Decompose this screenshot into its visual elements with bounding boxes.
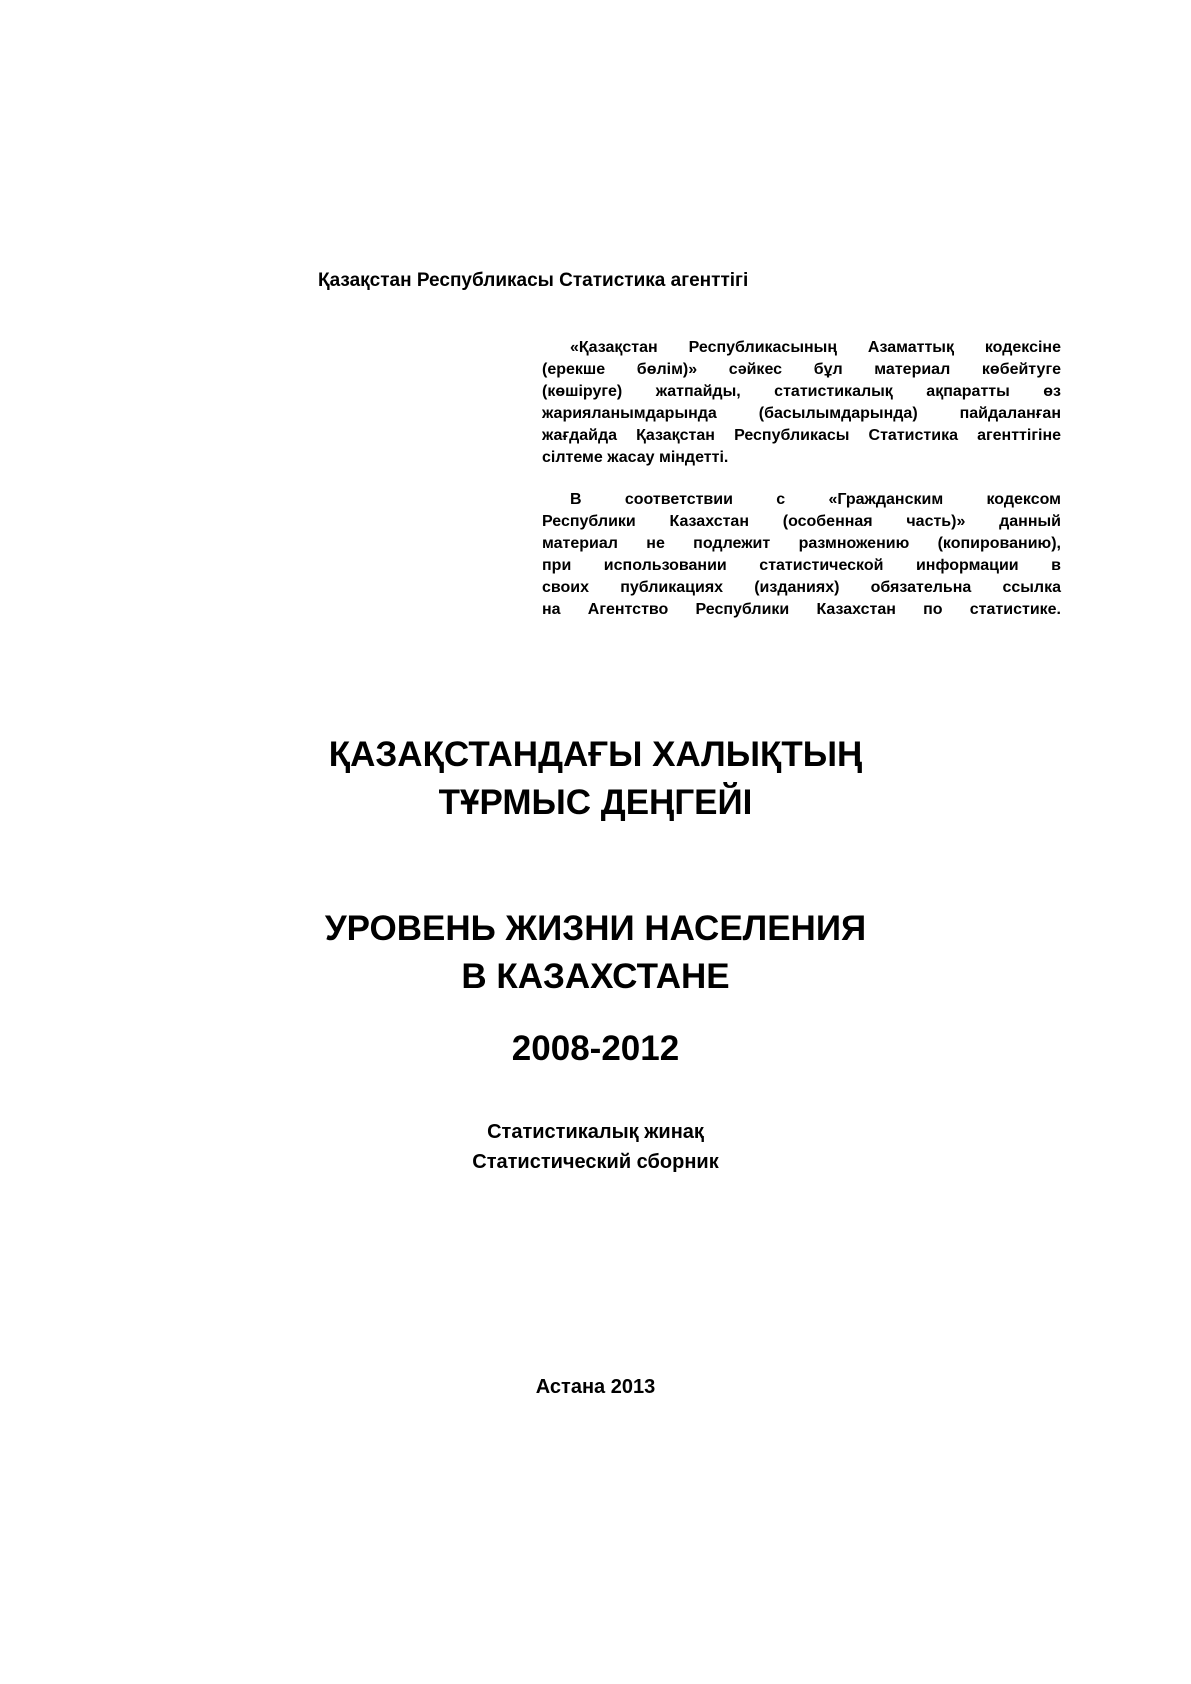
title-russian-line: В КАЗАХСТАНЕ bbox=[461, 957, 730, 996]
title-russian bbox=[0, 905, 1191, 1001]
publication-type-ru: Статистический сборник bbox=[472, 1151, 719, 1173]
title-russian-line: УРОВЕНЬ ЖИЗНИ НАСЕЛЕНИЯ bbox=[324, 909, 867, 948]
publication-type bbox=[0, 1117, 1191, 1177]
notice-kz-line: (көшіруге) жатпайды, статистикалық ақпаратты өз bbox=[542, 383, 1061, 400]
notice-kz-line: «Қазақстан Республикасының Азаматтық кодексіне bbox=[570, 339, 1061, 356]
title-kazakh-line: ТҰРМЫС ДЕҢГЕЙІ bbox=[438, 783, 753, 822]
place-and-year: Астана 2013 bbox=[535, 1376, 656, 1398]
copyright-notice-ru bbox=[542, 489, 1061, 621]
years-range: 2008-2012 bbox=[511, 1029, 680, 1068]
notice-kz-line: жағдайда Қазақстан Республикасы Статистика агенттігіне bbox=[542, 427, 1061, 444]
publication-type-kz: Статистикалық жинақ bbox=[487, 1121, 704, 1143]
notice-ru-line: материал не подлежит размножению (копированию), bbox=[542, 535, 1061, 552]
title-kazakh bbox=[0, 731, 1191, 827]
notice-ru-line: Республики Казахстан (особенная часть)» данный bbox=[542, 513, 1061, 530]
agency-name: Қазақстан Республикасы Статистика агенттігі bbox=[318, 270, 749, 291]
notice-kz-line: жарияланымдарында (басылымдарында) пайдаланған bbox=[542, 405, 1061, 422]
title-kazakh-line: ҚАЗАҚСТАНДАҒЫ ХАЛЫҚТЫҢ bbox=[328, 735, 863, 774]
notice-kz-line: (ерекше бөлім)» сәйкес бұл материал көбейтуге bbox=[542, 361, 1061, 378]
notice-ru-line: при использовании статистической информации в bbox=[542, 557, 1061, 574]
notice-ru-line: своих публикациях (изданиях) обязательна ссылка bbox=[542, 579, 1061, 596]
copyright-notice-kz bbox=[542, 337, 1061, 469]
notice-ru-line: В соответствии с «Гражданским кодексом bbox=[570, 491, 1061, 508]
notice-kz-line: сілтеме жасау міндетті. bbox=[542, 449, 729, 466]
notice-ru-line: на Агентство Республики Казахстан по статистике. bbox=[542, 601, 1061, 618]
